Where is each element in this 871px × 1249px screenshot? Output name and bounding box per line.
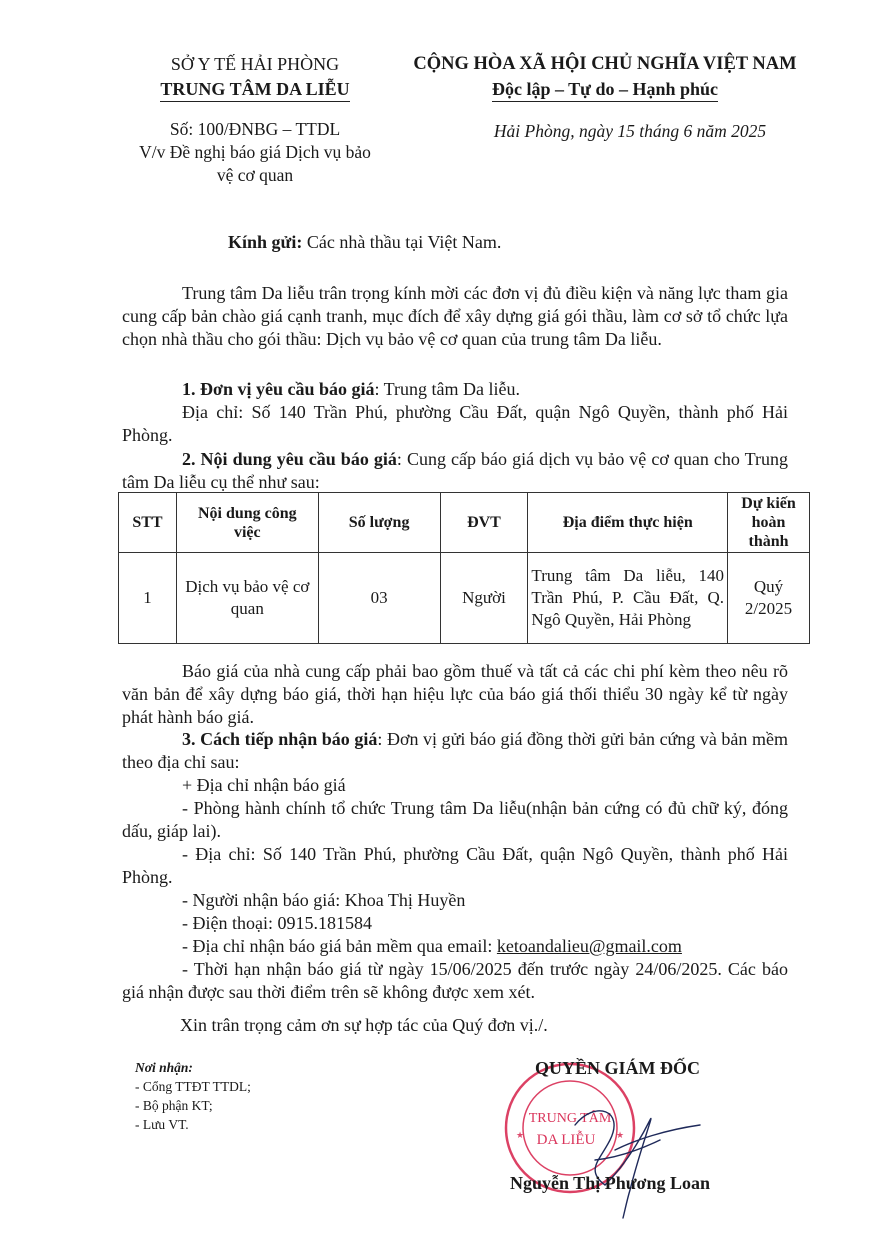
org-unit: TRUNG TÂM DA LIỄU: [160, 77, 349, 102]
section-2-heading: 2. Nội dung yêu cầu báo giá: [182, 449, 397, 469]
header-stt: STT: [119, 493, 177, 553]
handwritten-signature: [555, 1090, 705, 1220]
cell-expected: [728, 553, 810, 644]
item-office: - Phòng hành chính tổ chức Trung tâm Da liễu(nhận bản cứng có đủ chữ ký, đóng dấu, giáp lai).: [122, 798, 788, 841]
header-quantity: Số lượng: [318, 493, 440, 553]
cell-expected-line-1: Quý: [753, 577, 784, 596]
section-3: [122, 728, 788, 1004]
header-content: [176, 493, 318, 553]
salutation-text: Các nhà thầu tại Việt Nam.: [302, 232, 502, 252]
cell-stt: 1: [119, 553, 177, 644]
header-unit: ĐVT: [440, 493, 528, 553]
table-row: [119, 553, 810, 644]
quote-requirements: Báo giá của nhà cung cấp phải bao gồm thuế và tất cả các chi phí kèm theo nêu rõ văn bản để xây dựng báo giá, thời hạn hiệu lực của báo giá thối thiểu 30 ngày kể từ ngày phát hành báo giá.: [122, 661, 788, 727]
section-3-subheading: + Địa chỉ nhận báo giá: [182, 775, 346, 795]
doc-subject-line-1: V/v Đề nghị báo giá Dịch vụ bảo: [139, 142, 371, 162]
recipient-item: - Lưu VT.: [135, 1117, 189, 1132]
national-header: [400, 52, 810, 102]
header-expected-line-2: hoàn thành: [748, 514, 789, 550]
section-2-text: : Cung cấp báo giá dịch vụ bảo vệ cơ quan cho Trung tâm Da liễu cụ thể như sau:: [122, 449, 789, 492]
item-email-label: - Địa chỉ nhận báo giá bản mềm qua email:: [182, 936, 497, 956]
item-address: - Địa chỉ: Số 140 Trần Phú, phường Cầu Đất, quận Ngô Quyền, thành phố Hải Phòng.: [122, 844, 788, 887]
intro-paragraph: Trung tâm Da liễu trân trọng kính mời các đơn vị đủ điều kiện và năng lực tham gia cung cấp bản chào giá cạnh tranh, mục đích để xây dựng giá gói thầu, làm cơ sở tổ chức lựa chọn nhà thầu cho gói thầu: Dịch vụ bảo vệ cơ quan của trung tâm Da liễu.: [122, 283, 788, 349]
signer-name: Nguyễn Thị Phương Loan: [510, 1173, 711, 1193]
recipient-item: - Bộ phận KT;: [135, 1098, 213, 1113]
date-line: Hải Phòng, ngày 15 tháng 6 năm 2025: [493, 121, 767, 141]
section-3-text: : Đơn vị gửi báo giá đồng thời gửi bản cứng và bản mềm theo địa chỉ sau:: [122, 729, 788, 772]
cell-quantity: 03: [318, 553, 440, 644]
section-1-address: Địa chỉ: Số 140 Trần Phú, phường Cầu Đất, quận Ngô Quyền, thành phố Hải Phòng.: [122, 402, 788, 445]
recipient-item: - Cổng TTĐT TTDL;: [135, 1079, 251, 1094]
header-location: Địa điểm thực hiện: [528, 493, 728, 553]
recipients-title: Nơi nhận:: [135, 1060, 193, 1075]
seal-text-line-2: DA LIỄU: [536, 1132, 596, 1148]
request-table: [118, 492, 810, 644]
header-expected: [728, 493, 810, 553]
doc-reference: [110, 118, 400, 187]
section-1-text: : Trung tâm Da liễu.: [374, 379, 521, 399]
section-1: [122, 378, 788, 447]
section-3-heading: 3. Cách tiếp nhận báo giá: [182, 729, 378, 749]
seal-text-line-1: TRUNG TÂM: [528, 1111, 612, 1126]
section-1-heading: 1. Đơn vị yêu cầu báo giá: [182, 379, 375, 399]
header-content-line-1: Nội dung công: [197, 504, 297, 522]
doc-subject-line-2: vệ cơ quan: [216, 165, 294, 185]
email-link[interactable]: ketoandalieu@gmail.com: [496, 936, 682, 956]
cell-expected-line-2: 2/2025: [744, 599, 793, 618]
motto: Độc lập – Tự do – Hạnh phúc: [492, 77, 718, 102]
header-expected-line-1: Dự kiến: [741, 495, 796, 512]
doc-number: Số: 100/ĐNBG – TTDL: [169, 119, 341, 139]
cell-unit: Người: [440, 553, 528, 644]
cell-location: Trung tâm Da liễu, 140 Trần Phú, P. Cầu Đất, Q. Ngô Quyền, Hải Phòng: [528, 553, 728, 644]
header-content-line-2: việc: [233, 523, 261, 541]
item-receiver: - Người nhận báo giá: Khoa Thị Huyền: [182, 890, 466, 910]
salutation-label: Kính gửi:: [228, 232, 303, 252]
signer-title: QUYỀN GIÁM ĐỐC: [535, 1058, 700, 1078]
svg-text:★: ★: [516, 1130, 525, 1140]
item-email: [122, 935, 788, 958]
item-deadline: - Thời hạn nhận báo giá từ ngày 15/06/2025 đến trước ngày 24/06/2025. Các báo giá nhận được sau thời điểm trên sẽ không được xem xét.: [122, 959, 788, 1002]
cell-content: Dịch vụ bảo vệ cơ quan: [176, 553, 318, 644]
salutation: [228, 232, 501, 253]
table-header-row: [119, 493, 810, 553]
org-parent: SỞ Y TẾ HẢI PHÒNG: [170, 54, 340, 74]
section-2: [122, 448, 788, 494]
issuer-block: [110, 52, 400, 102]
recipients-block: [135, 1058, 395, 1134]
closing-line: Xin trân trọng cảm ơn sự hợp tác của Quý đơn vị./.: [180, 1015, 548, 1035]
country-name: CỘNG HÒA XÃ HỘI CHỦ NGHĨA VIỆT NAM: [413, 54, 797, 74]
item-phone: - Điện thoại: 0915.181584: [182, 913, 372, 933]
svg-text:★: ★: [616, 1130, 625, 1140]
